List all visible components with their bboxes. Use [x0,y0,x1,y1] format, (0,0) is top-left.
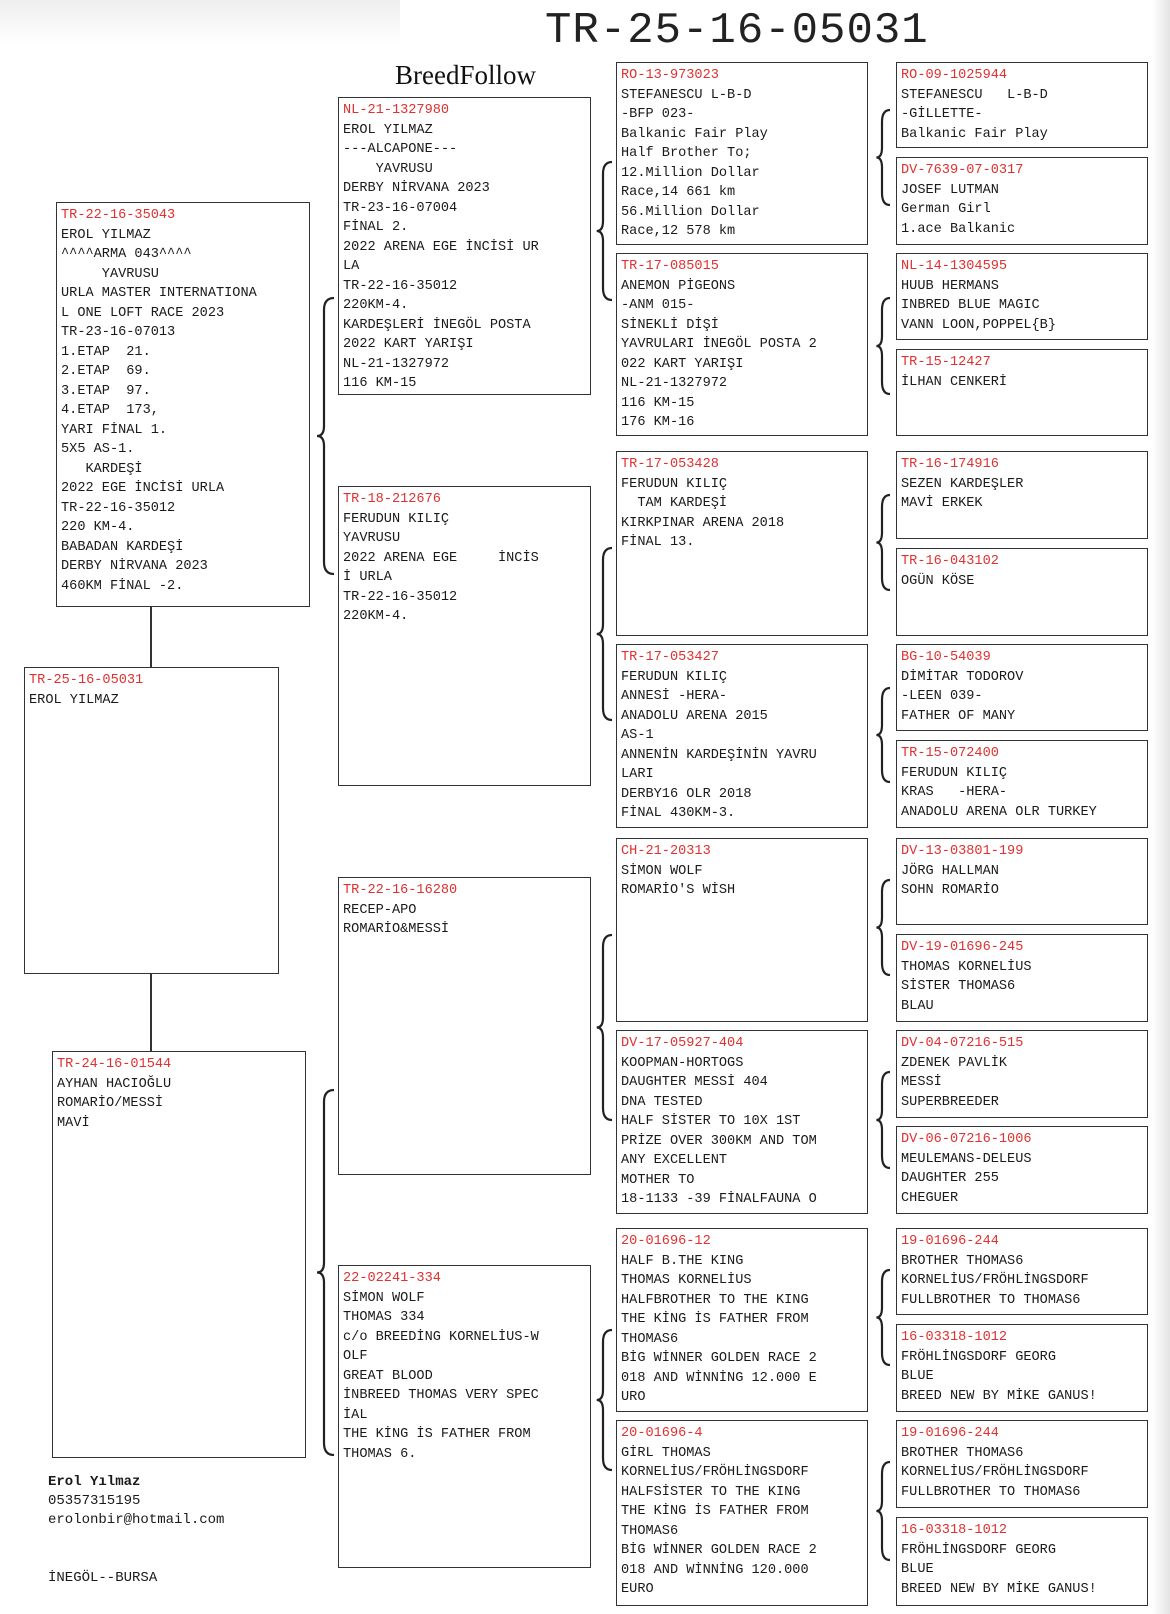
ring-number: BG-10-54039 [901,650,991,665]
ring-number: TR-15-072400 [901,746,999,761]
card-text: MEULEMANS-DELEUS DAUGHTER 255 CHEGUER [901,1151,1032,1206]
brace [876,1072,890,1168]
card-text: İLHAN CENKERİ [901,374,1008,390]
ring-number: 19-01696-244 [901,1234,999,1249]
gen4-card[interactable] [896,644,1148,731]
ring-number: NL-21-1327980 [343,103,450,118]
card-text: EROL YILMAZ ---ALCAPONE--- YAVRUSU DERBY NİRVANA 2023 TR-23-16-07004 FİNAL 2. 2022 ARENA EGE İNCİSİ UR LA TR-22-16-35012 220KM-4. KARDEŞLERİ İNEGÖL POSTA 2022 KART YARIŞI NL-21-1327972 116 KM-15 [343,122,539,391]
card-text: HUUB HERMANS INBRED BLUE MAGIC VANN LOON,POPPEL{B} [901,278,1056,333]
gen4-card[interactable] [896,740,1148,828]
page-title: TR-25-16-05031 [545,6,929,56]
gen4-card[interactable] [896,157,1148,245]
breeder-email[interactable]: erolonbir@hotmail.com [48,1512,225,1528]
card-text: FRÖHLİNGSDORF GEORG BLUE BREED NEW BY MİKE GANUS! [901,1542,1097,1597]
card-text: STEFANESCU L-B-D -GİLLETTE- Balkanic Fair Play [901,87,1048,142]
ring-number: DV-06-07216-1006 [901,1132,1032,1147]
gen4-card[interactable] [896,253,1148,340]
ring-number: DV-19-01696-245 [901,940,1024,955]
brand-logo: BreedFollow [395,60,536,90]
brace [876,110,890,205]
great-grandparent-card[interactable] [616,62,868,245]
ring-number: DV-7639-07-0317 [901,163,1024,178]
ring-number: TR-22-16-16280 [343,883,458,898]
gen4-card[interactable] [896,1126,1148,1214]
ring-number: TR-15-12427 [901,355,991,370]
brace [876,880,890,975]
card-text: ZDENEK PAVLİK MESSİ SUPERBREEDER [901,1055,1008,1110]
card-text: AYHAN HACIOĞLU ROMARİO/MESSİ MAVİ [57,1076,172,1131]
ring-number: 19-01696-244 [901,1426,999,1441]
card-text: DİMİTAR TODOROV -LEEN 039- FATHER OF MANY [901,669,1024,724]
card-text: FERUDUN KILIÇ YAVRUSU 2022 ARENA EGE İNCİS İ URLA TR-22-16-35012 220KM-4. [343,511,539,624]
card-text: FERUDUN KILIÇ TAM KARDEŞİ KIRKPINAR ARENA 2018 FİNAL 13. [621,476,785,550]
ring-number: DV-04-07216-515 [901,1036,1024,1051]
card-text: RECEP-APO ROMARİO&MESSİ [343,902,450,937]
grandparent-card[interactable] [338,1265,591,1568]
card-text: EROL YILMAZ [29,692,119,708]
gen4-card[interactable] [896,62,1148,148]
brace [597,548,612,720]
gen4-card[interactable] [896,1420,1148,1508]
gen4-card[interactable] [896,548,1148,636]
card-text: STEFANESCU L-B-D -BFP 023- Balkanic Fair Play Half Brother To; 12.Million Dollar Race,14 661 km 56.Million Dollar Race,12 578 km [621,87,768,239]
card-text: SİMON WOLF THOMAS 334 c/o BREEDİNG KORNELİUS-W OLF GREAT BLOOD İNBREED THOMAS VERY SPEC İAL THE KİNG İS FATHER FROM THOMAS 6. [343,1290,539,1462]
ring-number: TR-17-053428 [621,457,719,472]
ring-number: RO-09-1025944 [901,68,1008,83]
brace [876,688,890,782]
breeder-phone[interactable]: 05357315195 [48,1493,141,1509]
ring-number: 16-03318-1012 [901,1330,1008,1345]
card-text: JOSEF LUTMAN German Girl 1.ace Balkanic [901,182,1016,237]
card-text: OGÜN KÖSE [901,573,975,589]
brace [317,298,334,574]
gen4-card[interactable] [896,1030,1148,1118]
card-text: EROL YILMAZ ^^^^ARMA 043^^^^ YAVRUSU URLA MASTER INTERNATIONA L ONE LOFT RACE 2023 TR-23-16-07013 1.ETAP 21. 2.ETAP 69. 3.ETAP 97. 4.ETAP 173, YARI FİNAL 1. 5X5 AS-1. KARDEŞİ 2022 EGE İNCİSİ URLA TR-22-16-35012 220 KM-4. BABADAN KARDEŞİ DERBY NİRVANA 2023 460KM FİNAL -2. [61,227,257,594]
card-text: FERUDUN KILIÇ ANNESİ -HERA- ANADOLU ARENA 2015 AS-1 ANNENİN KARDEŞİNİN YAVRU LARI DERBY16 OLR 2018 FİNAL 430KM-3. [621,669,817,821]
card-text: BROTHER THOMAS6 KORNELİUS/FRÖHLİNGSDORF FULLBROTHER TO THOMAS6 [901,1445,1089,1500]
great-grandparent-card[interactable] [616,1030,868,1214]
ring-number: NL-14-1304595 [901,259,1008,274]
ring-number: 22-02241-334 [343,1271,441,1286]
ring-number: DV-17-05927-404 [621,1036,744,1051]
dam-card[interactable] [52,1051,306,1458]
great-grandparent-card[interactable] [616,1228,868,1412]
gen4-card[interactable] [896,838,1148,925]
ring-number: TR-18-212676 [343,492,441,507]
gen4-card[interactable] [896,451,1148,539]
gen4-card[interactable] [896,1517,1148,1606]
breeder-contact [48,1473,224,1530]
ring-number: TR-24-16-01544 [57,1057,172,1072]
card-text: HALF B.THE KING THOMAS KORNELİUS HALFBROTHER TO THE KING THE KİNG İS FATHER FROM THOMAS6 BİG WİNNER GOLDEN RACE 2 018 AND WİNNİNG 12.000 E URO [621,1253,817,1405]
brace [876,1462,890,1560]
card-text: FERUDUN KILIÇ KRAS -HERA- ANADOLU ARENA OLR TURKEY [901,765,1097,820]
card-text: BROTHER THOMAS6 KORNELİUS/FRÖHLİNGSDORF FULLBROTHER TO THOMAS6 [901,1253,1089,1308]
brace [317,1090,334,1455]
ring-number: TR-25-16-05031 [29,673,144,688]
card-text: ANEMON PİGEONS -ANM 015- SİNEKLİ DİŞİ YAVRULARI İNEGÖL POSTA 2 022 KART YARIŞI NL-21-1327972 116 KM-15 176 KM-16 [621,278,817,430]
card-text: THOMAS KORNELİUS SİSTER THOMAS6 BLAU [901,959,1032,1014]
card-text: SİMON WOLF ROMARİO'S WİSH [621,863,736,898]
grandparent-card[interactable] [338,97,591,395]
gen4-card[interactable] [896,349,1148,436]
brace [597,162,612,300]
gen4-card[interactable] [896,934,1148,1022]
ring-number: TR-16-043102 [901,554,999,569]
great-grandparent-card[interactable] [616,253,868,436]
card-text: FRÖHLİNGSDORF GEORG BLUE BREED NEW BY MİKE GANUS! [901,1349,1097,1404]
breeder-name: Erol Yılmaz [48,1474,141,1490]
grandparent-card[interactable] [338,877,591,1175]
great-grandparent-card[interactable] [616,644,868,828]
brace [597,935,612,1120]
ring-number: RO-13-973023 [621,68,719,83]
great-grandparent-card[interactable] [616,838,868,1022]
brace [876,1270,890,1365]
ring-number: TR-17-053427 [621,650,719,665]
ring-number: TR-22-16-35043 [61,208,176,223]
ring-number: TR-17-085015 [621,259,719,274]
card-text: KOOPMAN-HORTOGS DAUGHTER MESSİ 404 DNA TESTED HALF SİSTER TO 10X 1ST PRİZE OVER 300KM AND TOM ANY EXCELLENT MOTHER TO 18-1133 -39 FİNALFAUNA O [621,1055,817,1207]
ring-number: CH-21-20313 [621,844,711,859]
gen4-card[interactable] [896,1228,1148,1315]
card-text: JÖRG HALLMAN SOHN ROMARİO [901,863,999,898]
ring-number: TR-16-174916 [901,457,999,472]
grandparent-card[interactable] [338,486,591,786]
breeder-location: İNEGÖL--BURSA [48,1570,158,1586]
gen4-card[interactable] [896,1324,1148,1412]
brace [597,1330,612,1470]
sire-card[interactable] [56,202,310,607]
brace [876,298,890,394]
great-grandparent-card[interactable] [616,451,868,636]
ring-number: DV-13-03801-199 [901,844,1024,859]
card-text: GİRL THOMAS KORNELİUS/FRÖHLİNGSDORF HALFSİSTER TO THE KING THE KİNG İS FATHER FROM THOMAS6 BİG WİNNER GOLDEN RACE 2 018 AND WİNNİNG 120.000 EURO [621,1445,817,1597]
great-grandparent-card[interactable] [616,1420,868,1606]
brace [876,495,890,590]
card-text: SEZEN KARDEŞLER MAVİ ERKEK [901,476,1024,511]
ring-number: 20-01696-12 [621,1234,711,1249]
pigeon-card[interactable] [24,667,279,974]
ring-number: 16-03318-1012 [901,1523,1008,1538]
ring-number: 20-01696-4 [621,1426,703,1441]
